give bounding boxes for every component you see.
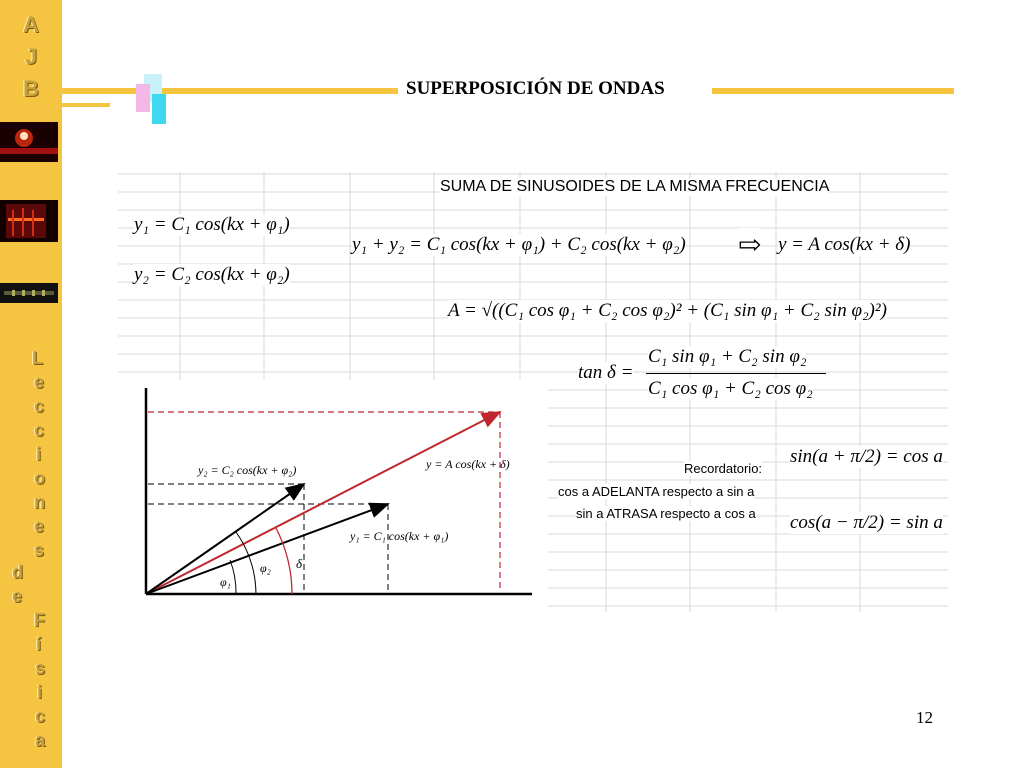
sidebar-letter-d: d bbox=[12, 562, 23, 582]
sidebar-letter: s bbox=[34, 540, 45, 560]
thumbnail-image-2 bbox=[0, 200, 58, 242]
sidebar-letter: a bbox=[35, 730, 46, 750]
implies-arrow-icon: ⇨ bbox=[738, 230, 762, 261]
sidebar bbox=[0, 0, 62, 768]
sidebar-letter: s bbox=[35, 658, 46, 678]
equation-y1: y₁ = C₁ cos(kx + φ₁) bbox=[134, 214, 290, 235]
equation-tan-numerator: C₁ sin φ₁ + C₂ sin φ₂ bbox=[648, 346, 807, 367]
sidebar-letter-e: e bbox=[12, 586, 23, 606]
phasor-diagram bbox=[118, 380, 548, 612]
brand-letter-j: J bbox=[24, 44, 38, 69]
sidebar-letter: e bbox=[34, 372, 45, 392]
thumbnail-image-1 bbox=[0, 122, 58, 162]
sidebar-letter: c bbox=[34, 396, 45, 416]
identity-cos: cos(a − π/2) = sin a bbox=[790, 512, 943, 533]
sidebar-letter: n bbox=[34, 492, 45, 512]
reminder-line-2: sin a ATRASA respecto a cos a bbox=[576, 506, 756, 521]
header-rule-short bbox=[62, 103, 110, 107]
sidebar-letter: i bbox=[37, 682, 43, 702]
slide-title: SUPERPOSICIÓN DE ONDAS bbox=[406, 78, 665, 99]
reminder-line-1: cos a ADELANTA respecto a sin a bbox=[558, 484, 755, 499]
fraction-bar bbox=[646, 373, 826, 374]
equation-amplitude: A = √((C₁ cos φ₁ + C₂ cos φ₂)² + (C₁ sin φ₁ + C₂ sin φ₂)²) bbox=[448, 300, 887, 321]
identity-sin: sin(a + π/2) = cos a bbox=[790, 446, 943, 467]
sidebar-letter: L bbox=[32, 348, 43, 368]
equation-tan-label: tan δ = bbox=[578, 362, 634, 383]
label-y2: y₂ = C₂ cos(kx + φ₂) bbox=[198, 463, 297, 477]
equation-sum: y₁ + y₂ = C₁ cos(kx + φ₁) + C₂ cos(kx + φ₂) bbox=[352, 234, 686, 255]
brand-letter-a: A bbox=[23, 12, 39, 37]
label-resultant: y = A cos(kx + δ) bbox=[426, 457, 510, 471]
label-delta: δ bbox=[296, 556, 303, 571]
deco-square-cyan bbox=[152, 94, 166, 124]
label-y1: y₁ = C₁ cos(kx + φ₁) bbox=[350, 529, 449, 543]
sidebar-letter: F bbox=[34, 610, 45, 630]
sidebar-letter: c bbox=[34, 420, 45, 440]
equation-tan-denominator: C₁ cos φ₁ + C₂ cos φ₂ bbox=[648, 378, 813, 399]
label-phi1: φ₁ bbox=[220, 575, 231, 589]
header-rule-left bbox=[62, 88, 398, 94]
page-number: 12 bbox=[916, 708, 933, 727]
thumbnail-image-3 bbox=[0, 283, 58, 303]
header-rule-right bbox=[712, 88, 954, 94]
equation-result: y = A cos(kx + δ) bbox=[778, 234, 911, 255]
brand-letter-b: B bbox=[23, 76, 39, 101]
sidebar-letter: e bbox=[34, 516, 45, 536]
sheet-heading: SUMA DE SINUSOIDES DE LA MISMA FRECUENCIA bbox=[440, 178, 830, 195]
label-phi2: φ₂ bbox=[260, 561, 271, 575]
reminder-label: Recordatorio: bbox=[684, 461, 763, 476]
equation-y2: y₂ = C₂ cos(kx + φ₂) bbox=[134, 264, 290, 285]
sidebar-letter: i bbox=[36, 444, 42, 464]
deco-square-pink bbox=[136, 84, 150, 112]
sidebar-letter: c bbox=[35, 706, 46, 726]
sidebar-letter: í bbox=[36, 634, 42, 654]
sidebar-letter: o bbox=[34, 468, 45, 488]
